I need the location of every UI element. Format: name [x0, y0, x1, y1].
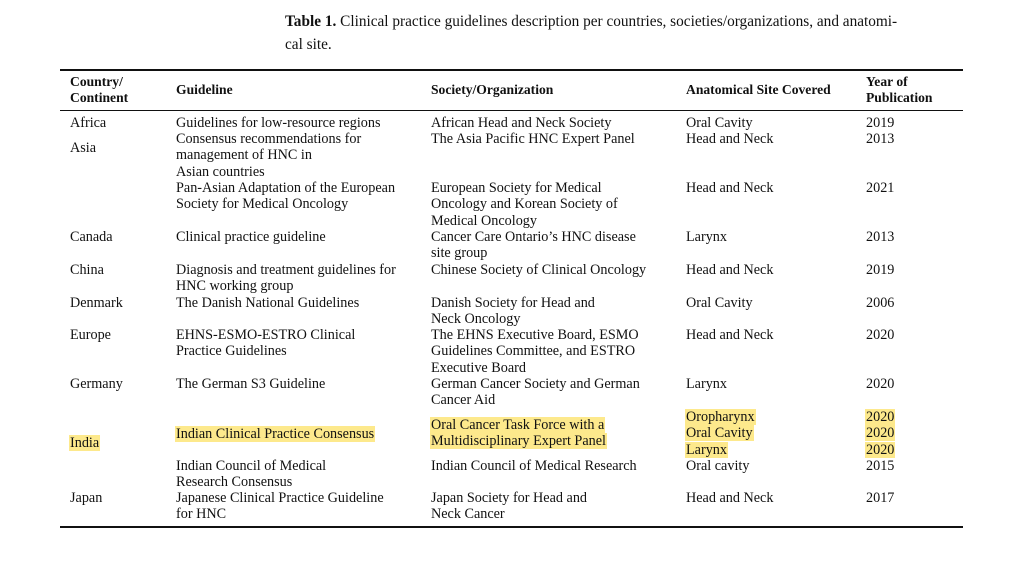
cell-country: Africa — [70, 115, 107, 131]
header-guideline: Guideline — [176, 82, 233, 97]
cell-year: 2019 — [866, 262, 895, 278]
cell-society: The EHNS Executive Board, ESMO Guidelines Committee, and ESTRO Executive Board — [431, 327, 639, 376]
cell-site: Oral Cavity — [686, 115, 753, 131]
cell-guideline-highlighted: Indian Clinical Practice Consensus — [176, 426, 375, 442]
cell-guideline: EHNS-ESMO-ESTRO Clinical Practice Guidelines — [176, 327, 356, 360]
cell-site: Larynx — [686, 229, 727, 245]
cell-society: Indian Council of Medical Research — [431, 458, 637, 474]
cell-year: 2015 — [866, 458, 895, 474]
cell-society: Japan Society for Head and Neck Cancer — [431, 490, 588, 523]
cell-year: 2020 — [866, 376, 895, 392]
table-header-rule — [60, 110, 963, 111]
cell-year: 2020 — [866, 327, 895, 343]
cell-site: Larynx — [686, 376, 727, 392]
cell-country-highlighted: India — [70, 435, 100, 451]
cell-guideline: Diagnosis and treatment guidelines for HNC working group — [176, 262, 396, 295]
cell-country: Denmark — [70, 295, 123, 311]
cell-year: 2013 — [866, 229, 895, 245]
cell-guideline: Indian Council of Medical Research Consensus — [176, 458, 327, 491]
cell-country: Japan — [70, 490, 103, 506]
cell-site: Head and Neck — [686, 327, 774, 343]
cell-country: Europe — [70, 327, 111, 343]
cell-society: The Asia Pacific HNC Expert Panel — [431, 131, 635, 147]
cell-society: European Society for Medical Oncology and Korean Society of Medical Oncology — [431, 180, 618, 229]
cell-year: 2019 — [866, 115, 895, 131]
cell-country: Asia — [70, 140, 97, 156]
cell-site: Oral cavity — [686, 458, 750, 474]
cell-guideline: The Danish National Guidelines — [176, 295, 360, 311]
cell-society: African Head and Neck Society — [431, 115, 612, 131]
cell-guideline: Consensus recommendations for management of HNC in Asian countries — [176, 131, 362, 180]
cell-society-highlighted: Oral Cancer Task Force with a Multidisciplinary Expert Panel — [431, 417, 606, 450]
cell-society: Cancer Care Ontario’s HNC disease site group — [431, 229, 636, 262]
header-society: Society/Organization — [431, 82, 554, 97]
caption-label: Table 1. — [285, 13, 337, 30]
cell-site: Head and Neck — [686, 262, 774, 278]
cell-society: German Cancer Society and German Cancer Aid — [431, 376, 640, 409]
header-country: Country/ Continent — [70, 74, 129, 106]
table-top-rule — [60, 69, 963, 71]
cell-site: Head and Neck — [686, 131, 774, 147]
cell-country: Germany — [70, 376, 123, 392]
caption-text-line2: cal site. — [285, 36, 332, 53]
cell-year: 2021 — [866, 180, 895, 196]
cell-guideline: The German S3 Guideline — [176, 376, 326, 392]
header-year: Year of Publication — [866, 74, 933, 106]
cell-country: Canada — [70, 229, 113, 245]
cell-site: Oral Cavity — [686, 295, 753, 311]
cell-site-highlighted: Oropharynx Oral Cavity Larynx — [686, 409, 755, 458]
cell-site: Head and Neck — [686, 490, 774, 506]
cell-year: 2017 — [866, 490, 895, 506]
cell-society: Chinese Society of Clinical Oncology — [431, 262, 647, 278]
cell-year: 2013 — [866, 131, 895, 147]
caption-text-line1: Clinical practice guidelines description per countries, societies/organizations, and anatomi- — [340, 13, 898, 30]
cell-guideline: Pan-Asian Adaptation of the European Society for Medical Oncology — [176, 180, 396, 213]
cell-guideline: Clinical practice guideline — [176, 229, 326, 245]
table-caption — [285, 10, 975, 56]
cell-year: 2006 — [866, 295, 895, 311]
cell-site: Head and Neck — [686, 180, 774, 196]
cell-year-highlighted: 2020 2020 2020 — [866, 409, 895, 458]
cell-guideline: Japanese Clinical Practice Guideline for HNC — [176, 490, 384, 523]
cell-guideline: Guidelines for low-resource regions — [176, 115, 381, 131]
cell-country: China — [70, 262, 104, 278]
cell-society: Danish Society for Head and Neck Oncology — [431, 295, 595, 328]
header-site: Anatomical Site Covered — [686, 82, 831, 97]
table-bottom-rule — [60, 526, 963, 528]
